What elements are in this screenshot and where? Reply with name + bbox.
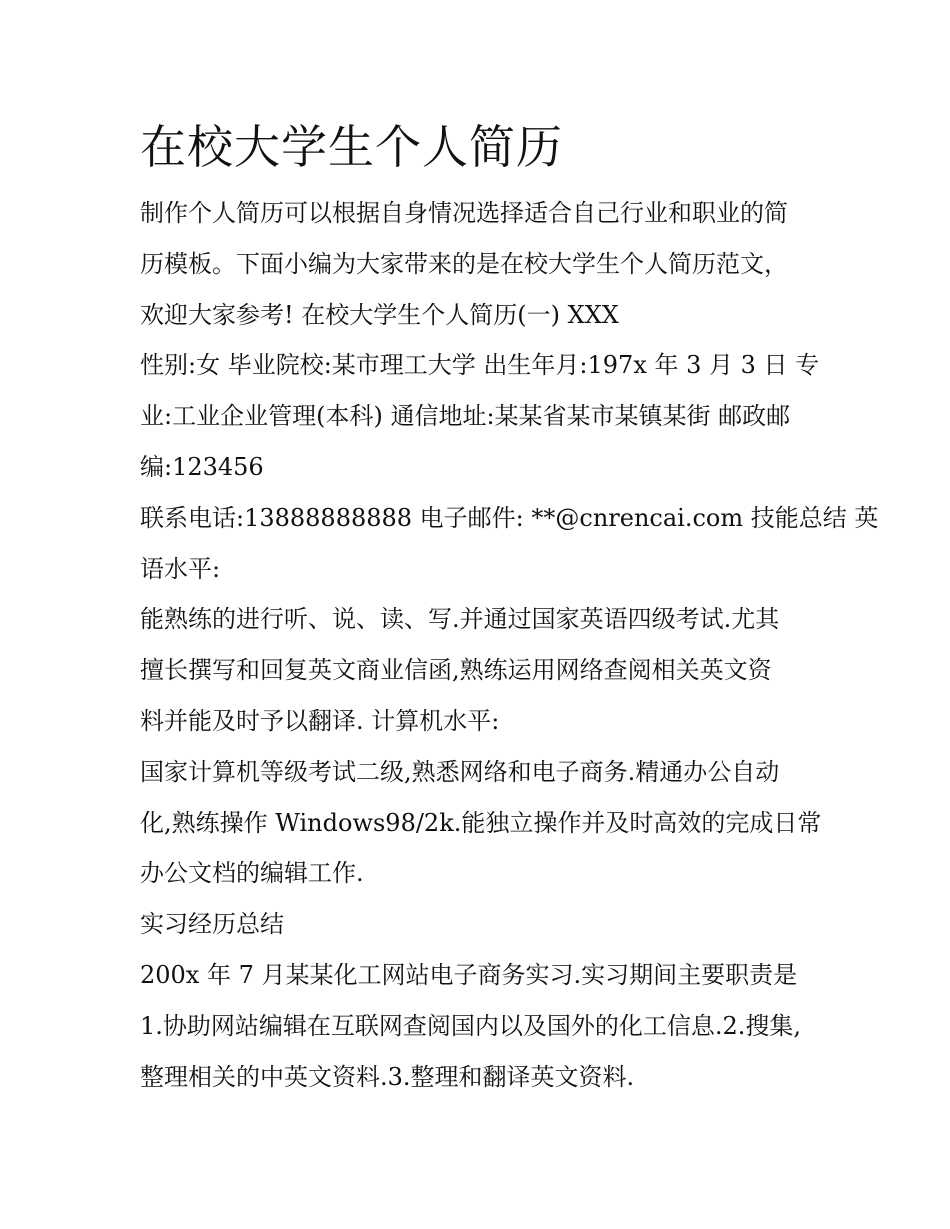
text-line: 1.协助网站编辑在互联网查阅国内以及国外的化工信息.2.搜集,: [140, 1011, 802, 1040]
text-line: 料并能及时予以翻译. 计算机水平:: [140, 706, 500, 735]
text-line: 化,熟练操作 Windows98/2k.能独立操作并及时高效的完成日常: [140, 808, 822, 837]
document-title: 在校大学生个人简历: [140, 120, 563, 174]
document-page: [140, 112, 879, 1102]
text-line: 办公文档的编辑工作.: [140, 859, 364, 888]
text-line: 性别:女 毕业院校:某市理工大学 出生年月:197x 年 3 月 3 日 专: [140, 351, 820, 380]
text-line: 业:工业企业管理(本科) 通信地址:某某省某市某镇某街 邮政邮: [140, 402, 791, 431]
text-line: 欢迎大家参考! 在校大学生个人简历(一) XXX: [140, 300, 619, 329]
text-line: 联系电话:13888888888 电子邮件: **@cnrencai.com 技能总结 英: [140, 503, 879, 532]
internship-paragraph: [140, 950, 820, 1102]
computer-skill-paragraph: [140, 747, 820, 899]
text-line: 国家计算机等级考试二级,熟悉网络和电子商务.精通办公自动: [140, 757, 780, 786]
text-line: 整理相关的中英文资料.3.整理和翻译英文资料.: [140, 1062, 635, 1091]
personal-info-paragraph: [140, 340, 820, 492]
english-skill-paragraph: [140, 594, 820, 746]
section-heading-internship: [140, 899, 820, 950]
text-line: 实习经历总结: [140, 910, 284, 939]
text-line: 200x 年 7 月某某化工网站电子商务实习.实习期间主要职责是: [140, 960, 798, 989]
text-line: 编:123456: [140, 452, 264, 481]
text-line: 历模板。下面小编为大家带来的是在校大学生个人简历范文，: [140, 249, 788, 278]
text-line: 制作个人简历可以根据自身情况选择适合自己行业和职业的简: [140, 199, 788, 227]
text-line: 能熟练的进行听、说、读、写.并通过国家英语四级考试.尤其: [140, 605, 780, 634]
contact-paragraph: [140, 493, 879, 595]
text-line: 擅长撰写和回复英文商业信函,熟练运用网络查阅相关英文资: [140, 656, 772, 685]
intro-paragraph: [140, 188, 820, 340]
text-line: 语水平:: [140, 554, 221, 583]
